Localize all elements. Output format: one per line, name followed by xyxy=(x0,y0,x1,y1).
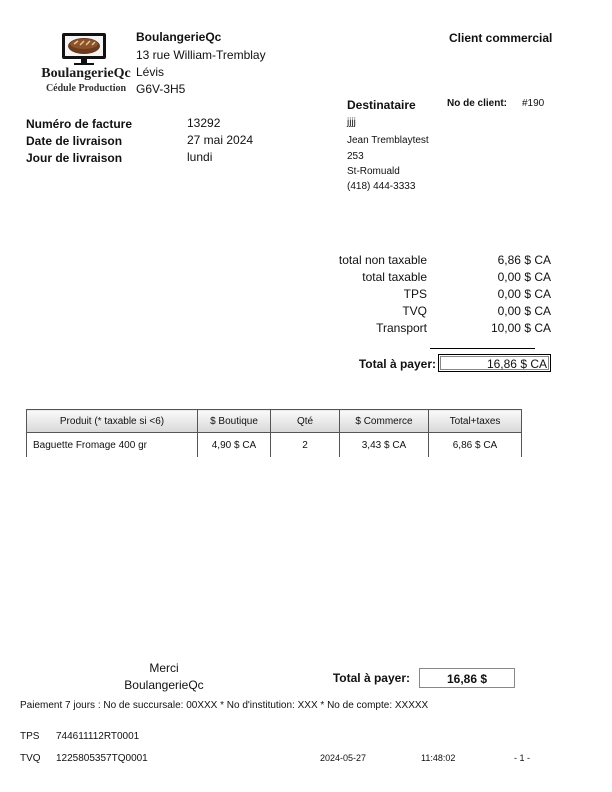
company-postal-code: G6V-3H5 xyxy=(136,82,186,96)
monitor-bread-icon xyxy=(34,32,134,68)
page-number: - 1 - xyxy=(514,753,531,763)
col-product: Produit (* taxable si <6) xyxy=(27,410,198,433)
total-taxable-label: total taxable xyxy=(362,270,427,284)
recipient-line-1: jjjj xyxy=(347,117,356,128)
footer-total-value: 16,86 $ xyxy=(419,668,515,688)
item-commerce-price: 3,43 $ CA xyxy=(340,433,429,458)
delivery-day: lundi xyxy=(187,150,213,164)
client-number-label: No de client: xyxy=(447,98,508,109)
col-quantity: Qté xyxy=(271,410,340,433)
tvq-number-label: TVQ xyxy=(20,753,41,764)
item-total-taxes: 6,86 $ CA xyxy=(429,433,522,458)
thanks-line-1: Merci xyxy=(149,661,179,675)
tps-label: TPS xyxy=(403,287,427,301)
items-table-header xyxy=(27,410,522,433)
recipient-name: Jean Tremblaytest xyxy=(347,135,429,146)
total-to-pay-label: Total à payer: xyxy=(358,357,436,371)
total-taxable-value: 0,00 $ CA xyxy=(497,270,551,284)
company-name: BoulangerieQc xyxy=(136,30,222,44)
tps-number: 744611112RT0001 xyxy=(56,731,140,742)
totals-divider xyxy=(430,348,535,349)
delivery-day-label: Jour de livraison xyxy=(26,151,123,165)
footer-total-label: Total à payer: xyxy=(332,671,410,685)
col-boutique-price: $ Boutique xyxy=(198,410,271,433)
table-row xyxy=(27,433,522,458)
recipient-city: St-Romuald xyxy=(347,166,400,177)
company-city: Lévis xyxy=(136,65,165,79)
transport-value: 10,00 $ CA xyxy=(490,321,551,335)
delivery-date: 27 mai 2024 xyxy=(187,133,254,147)
col-commerce-price: $ Commerce xyxy=(340,410,429,433)
delivery-date-label: Date de livraison xyxy=(26,134,123,148)
recipient-label: Destinataire xyxy=(347,98,416,112)
tvq-label: TVQ xyxy=(402,304,427,318)
item-quantity: 2 xyxy=(271,433,340,458)
total-to-pay-value: 16,86 $ CA xyxy=(438,354,551,372)
client-number: #190 xyxy=(522,98,545,109)
print-time: 11:48:02 xyxy=(421,753,456,763)
transport-label: Transport xyxy=(376,321,427,335)
logo-name: BoulangerieQc xyxy=(41,66,131,81)
logo-subtitle: Cédule Production xyxy=(45,83,127,94)
col-total-taxes: Total+taxes xyxy=(429,410,522,433)
client-type: Client commercial xyxy=(449,31,553,45)
invoice-number: 13292 xyxy=(187,116,221,130)
thanks-line-2: BoulangerieQc xyxy=(124,678,204,692)
tvq-number: 1225805357TQ0001 xyxy=(56,753,148,764)
recipient-street: 253 xyxy=(347,151,364,162)
tps-number-label: TPS xyxy=(20,731,40,742)
recipient-phone: (418) 444-3333 xyxy=(347,181,416,192)
total-non-taxable-value: 6,86 $ CA xyxy=(497,253,551,267)
item-product: Baguette Fromage 400 gr xyxy=(27,433,198,458)
tvq-value: 0,00 $ CA xyxy=(497,304,551,318)
items-table xyxy=(26,409,522,457)
print-date: 2024-05-27 xyxy=(320,753,367,763)
tps-value: 0,00 $ CA xyxy=(497,287,551,301)
total-non-taxable-label: total non taxable xyxy=(338,253,427,267)
company-street: 13 rue William-Tremblay xyxy=(136,48,266,62)
item-boutique-price: 4,90 $ CA xyxy=(198,433,271,458)
payment-note: Paiement 7 jours : No de succursale: 00XXX * No d'institution: XXX * No de compte: XXXXX xyxy=(20,700,429,711)
invoice-number-label: Numéro de facture xyxy=(26,117,133,131)
